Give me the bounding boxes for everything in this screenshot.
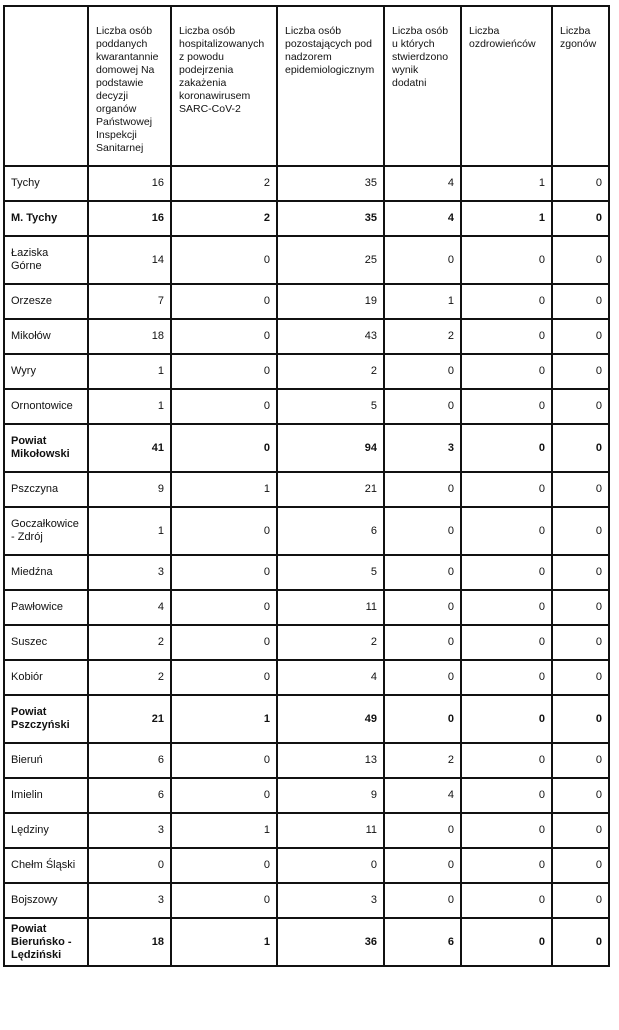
recovered-value-cell: 0 (461, 389, 552, 424)
quarantine-value-cell: 1 (88, 354, 171, 389)
header-row (4, 6, 609, 166)
positive-value-cell: 0 (384, 660, 461, 695)
recovered-value-cell: 0 (461, 918, 552, 966)
hospitalized-value-cell: 0 (171, 778, 277, 813)
positive-value-cell: 2 (384, 319, 461, 354)
hospitalized-value-cell: 0 (171, 236, 277, 284)
deaths-value-cell: 0 (552, 918, 609, 966)
supervision-value-cell: 5 (277, 389, 384, 424)
hospitalized-value-cell: 0 (171, 660, 277, 695)
supervision-value-cell: 11 (277, 590, 384, 625)
hospitalized-value-cell: 1 (171, 918, 277, 966)
deaths-value-cell: 0 (552, 625, 609, 660)
recovered-value-cell: 0 (461, 590, 552, 625)
table-row (4, 590, 609, 625)
recovered-value-cell: 0 (461, 743, 552, 778)
deaths-value-cell: 0 (552, 319, 609, 354)
supervision-value-cell: 49 (277, 695, 384, 743)
hospitalized-value-cell: 0 (171, 284, 277, 319)
header-cell-positive: Liczba osób u których stwierdzono wynik dodatni (384, 6, 461, 166)
supervision-value-cell: 11 (277, 813, 384, 848)
region-name-cell: Bieruń (4, 743, 88, 778)
supervision-value-cell: 2 (277, 354, 384, 389)
recovered-value-cell: 1 (461, 166, 552, 201)
positive-value-cell: 2 (384, 743, 461, 778)
quarantine-value-cell: 2 (88, 660, 171, 695)
region-name-cell: Powiat Mikołowski (4, 424, 88, 472)
deaths-value-cell: 0 (552, 472, 609, 507)
positive-value-cell: 0 (384, 389, 461, 424)
table-row (4, 319, 609, 354)
quarantine-value-cell: 4 (88, 590, 171, 625)
hospitalized-value-cell: 0 (171, 625, 277, 660)
header-cell-quarantine: Liczba osób poddanych kwarantannie domowej Na podstawie decyzji organów Państwowej Inspekcji Sanitarnej (88, 6, 171, 166)
table-row (4, 507, 609, 555)
region-name-cell: Pawłowice (4, 590, 88, 625)
positive-value-cell: 0 (384, 695, 461, 743)
hospitalized-value-cell: 0 (171, 507, 277, 555)
hospitalized-value-cell: 0 (171, 319, 277, 354)
supervision-value-cell: 94 (277, 424, 384, 472)
positive-value-cell: 6 (384, 918, 461, 966)
region-name-cell: Mikołów (4, 319, 88, 354)
region-name-cell: Tychy (4, 166, 88, 201)
region-name-cell: Wyry (4, 354, 88, 389)
region-name-cell: Kobiór (4, 660, 88, 695)
recovered-value-cell: 0 (461, 424, 552, 472)
deaths-value-cell: 0 (552, 883, 609, 918)
quarantine-value-cell: 21 (88, 695, 171, 743)
table-row (4, 883, 609, 918)
region-name-cell: Lędziny (4, 813, 88, 848)
deaths-value-cell: 0 (552, 778, 609, 813)
region-name-cell: Imielin (4, 778, 88, 813)
quarantine-value-cell: 3 (88, 813, 171, 848)
region-name-cell: Łaziska Górne (4, 236, 88, 284)
supervision-value-cell: 0 (277, 848, 384, 883)
hospitalized-value-cell: 0 (171, 743, 277, 778)
supervision-value-cell: 4 (277, 660, 384, 695)
recovered-value-cell: 0 (461, 319, 552, 354)
supervision-value-cell: 35 (277, 201, 384, 236)
quarantine-value-cell: 16 (88, 201, 171, 236)
quarantine-value-cell: 14 (88, 236, 171, 284)
positive-value-cell: 0 (384, 236, 461, 284)
table-row (4, 813, 609, 848)
hospitalized-value-cell: 2 (171, 166, 277, 201)
positive-value-cell: 0 (384, 848, 461, 883)
deaths-value-cell: 0 (552, 284, 609, 319)
table-row (4, 236, 609, 284)
supervision-value-cell: 43 (277, 319, 384, 354)
positive-value-cell: 4 (384, 201, 461, 236)
quarantine-value-cell: 7 (88, 284, 171, 319)
deaths-value-cell: 0 (552, 507, 609, 555)
table-row (4, 424, 609, 472)
supervision-value-cell: 6 (277, 507, 384, 555)
recovered-value-cell: 0 (461, 848, 552, 883)
positive-value-cell: 4 (384, 778, 461, 813)
header-cell-hospitalized: Liczba osób hospitalizowanych z powodu podejrzenia zakażenia koronawirusem SARC-CoV-2 (171, 6, 277, 166)
table-row (4, 778, 609, 813)
hospitalized-value-cell: 1 (171, 695, 277, 743)
table-row (4, 660, 609, 695)
supervision-value-cell: 21 (277, 472, 384, 507)
positive-value-cell: 0 (384, 472, 461, 507)
positive-value-cell: 0 (384, 813, 461, 848)
table-row (4, 354, 609, 389)
hospitalized-value-cell: 2 (171, 201, 277, 236)
deaths-value-cell: 0 (552, 813, 609, 848)
recovered-value-cell: 0 (461, 883, 552, 918)
supervision-value-cell: 13 (277, 743, 384, 778)
table-row (4, 472, 609, 507)
positive-value-cell: 0 (384, 883, 461, 918)
table-row (4, 625, 609, 660)
hospitalized-value-cell: 0 (171, 354, 277, 389)
deaths-value-cell: 0 (552, 389, 609, 424)
positive-value-cell: 0 (384, 590, 461, 625)
region-name-cell: Powiat Bieruńsko - Lędziński (4, 918, 88, 966)
supervision-value-cell: 2 (277, 625, 384, 660)
region-name-cell: Chełm Śląski (4, 848, 88, 883)
recovered-value-cell: 0 (461, 660, 552, 695)
quarantine-value-cell: 0 (88, 848, 171, 883)
recovered-value-cell: 0 (461, 472, 552, 507)
header-cell-region (4, 6, 88, 166)
recovered-value-cell: 0 (461, 236, 552, 284)
region-name-cell: Goczałkowice - Zdrój (4, 507, 88, 555)
region-name-cell: Suszec (4, 625, 88, 660)
recovered-value-cell: 0 (461, 284, 552, 319)
table-row (4, 284, 609, 319)
hospitalized-value-cell: 1 (171, 813, 277, 848)
positive-value-cell: 1 (384, 284, 461, 319)
recovered-value-cell: 0 (461, 813, 552, 848)
deaths-value-cell: 0 (552, 354, 609, 389)
quarantine-value-cell: 18 (88, 918, 171, 966)
quarantine-value-cell: 2 (88, 625, 171, 660)
recovered-value-cell: 0 (461, 625, 552, 660)
region-name-cell: M. Tychy (4, 201, 88, 236)
recovered-value-cell: 0 (461, 695, 552, 743)
positive-value-cell: 3 (384, 424, 461, 472)
positive-value-cell: 4 (384, 166, 461, 201)
quarantine-value-cell: 18 (88, 319, 171, 354)
region-name-cell: Pszczyna (4, 472, 88, 507)
table-body (4, 166, 609, 966)
supervision-value-cell: 3 (277, 883, 384, 918)
quarantine-value-cell: 16 (88, 166, 171, 201)
deaths-value-cell: 0 (552, 424, 609, 472)
quarantine-value-cell: 1 (88, 389, 171, 424)
hospitalized-value-cell: 1 (171, 472, 277, 507)
header-cell-supervision: Liczba osób pozostających pod nadzorem epidemiologicznym (277, 6, 384, 166)
table-row (4, 918, 609, 966)
table-row (4, 695, 609, 743)
deaths-value-cell: 0 (552, 590, 609, 625)
deaths-value-cell: 0 (552, 743, 609, 778)
supervision-value-cell: 36 (277, 918, 384, 966)
quarantine-value-cell: 1 (88, 507, 171, 555)
supervision-value-cell: 35 (277, 166, 384, 201)
recovered-value-cell: 0 (461, 555, 552, 590)
hospitalized-value-cell: 0 (171, 424, 277, 472)
supervision-value-cell: 5 (277, 555, 384, 590)
quarantine-value-cell: 3 (88, 883, 171, 918)
supervision-value-cell: 19 (277, 284, 384, 319)
deaths-value-cell: 0 (552, 660, 609, 695)
deaths-value-cell: 0 (552, 201, 609, 236)
recovered-value-cell: 0 (461, 507, 552, 555)
covid-statistics-table (3, 5, 610, 967)
region-name-cell: Miedźna (4, 555, 88, 590)
deaths-value-cell: 0 (552, 695, 609, 743)
table-row (4, 743, 609, 778)
positive-value-cell: 0 (384, 354, 461, 389)
positive-value-cell: 0 (384, 625, 461, 660)
table-row (4, 389, 609, 424)
hospitalized-value-cell: 0 (171, 555, 277, 590)
quarantine-value-cell: 9 (88, 472, 171, 507)
table-row (4, 166, 609, 201)
region-name-cell: Orzesze (4, 284, 88, 319)
deaths-value-cell: 0 (552, 166, 609, 201)
deaths-value-cell: 0 (552, 236, 609, 284)
supervision-value-cell: 9 (277, 778, 384, 813)
quarantine-value-cell: 6 (88, 778, 171, 813)
quarantine-value-cell: 41 (88, 424, 171, 472)
deaths-value-cell: 0 (552, 555, 609, 590)
region-name-cell: Ornontowice (4, 389, 88, 424)
region-name-cell: Bojszowy (4, 883, 88, 918)
quarantine-value-cell: 3 (88, 555, 171, 590)
positive-value-cell: 0 (384, 555, 461, 590)
supervision-value-cell: 25 (277, 236, 384, 284)
table-row (4, 555, 609, 590)
hospitalized-value-cell: 0 (171, 389, 277, 424)
header-cell-recovered: Liczba ozdrowieńców (461, 6, 552, 166)
table-row (4, 201, 609, 236)
table-row (4, 848, 609, 883)
recovered-value-cell: 0 (461, 778, 552, 813)
region-name-cell: Powiat Pszczyński (4, 695, 88, 743)
hospitalized-value-cell: 0 (171, 590, 277, 625)
recovered-value-cell: 0 (461, 354, 552, 389)
deaths-value-cell: 0 (552, 848, 609, 883)
quarantine-value-cell: 6 (88, 743, 171, 778)
recovered-value-cell: 1 (461, 201, 552, 236)
positive-value-cell: 0 (384, 507, 461, 555)
hospitalized-value-cell: 0 (171, 883, 277, 918)
header-cell-deaths: Liczba zgonów (552, 6, 609, 166)
hospitalized-value-cell: 0 (171, 848, 277, 883)
